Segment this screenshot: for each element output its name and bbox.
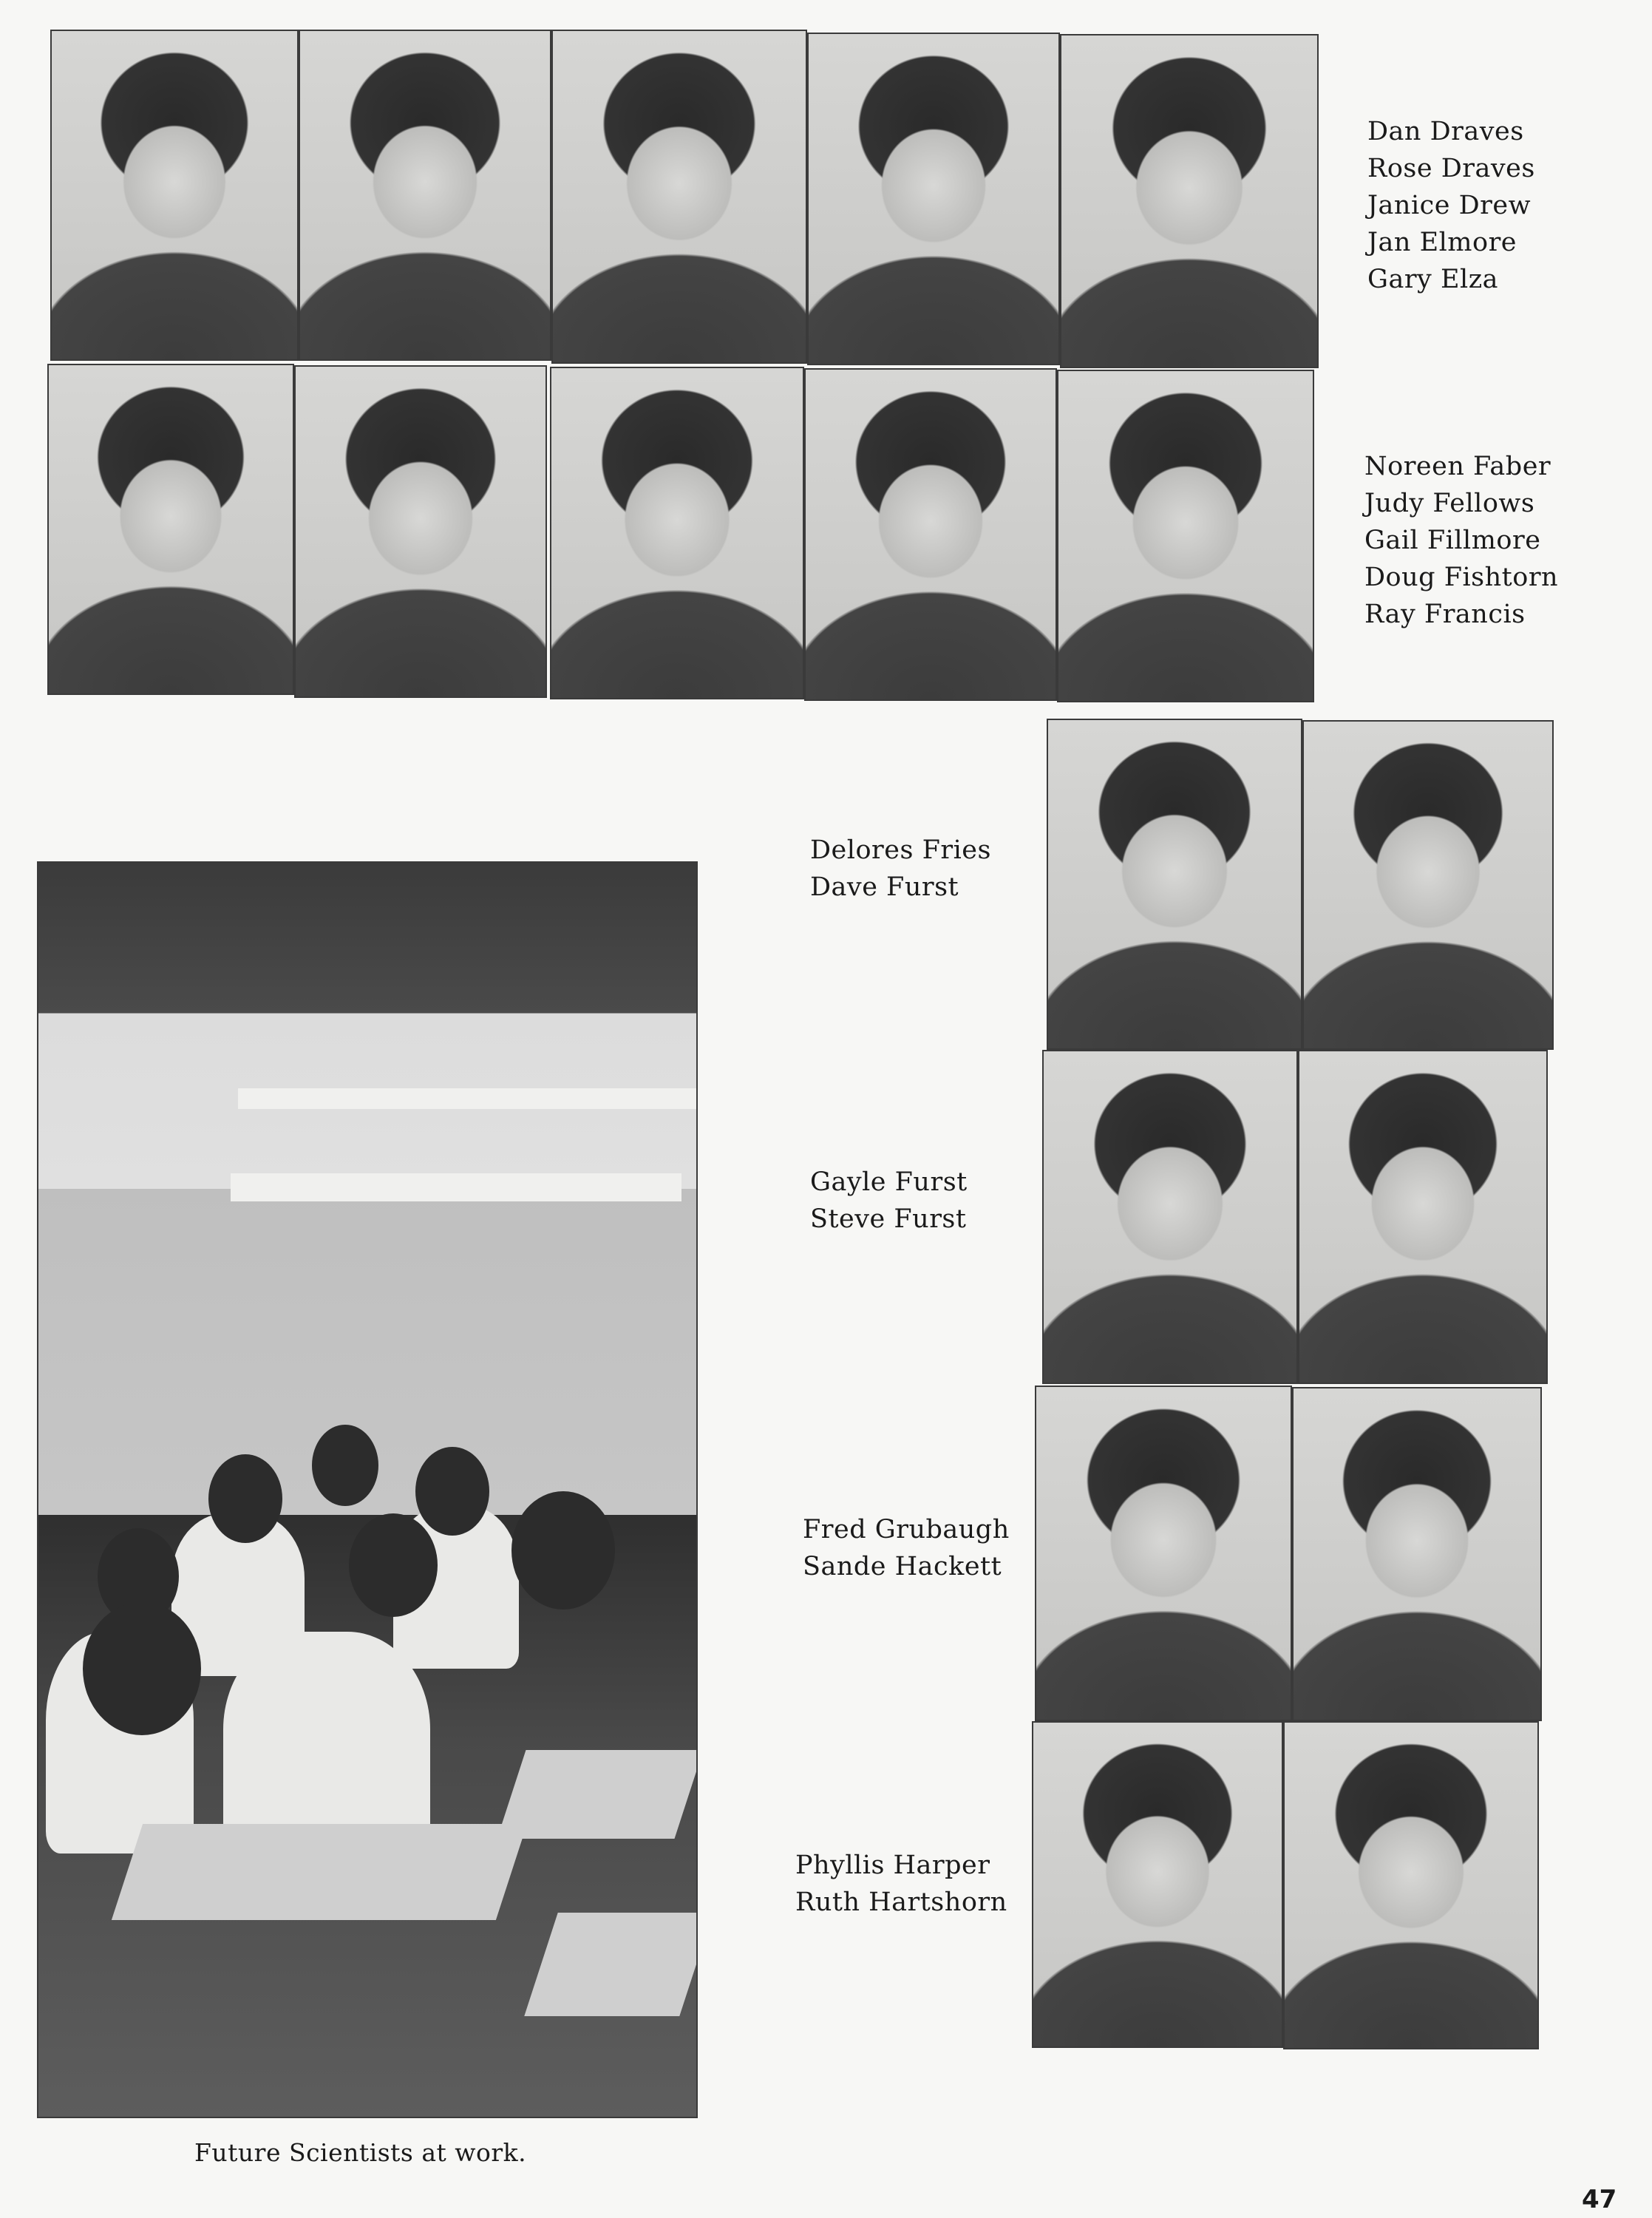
student-name: Rose Draves (1367, 154, 1535, 183)
portrait-gary-elza (1060, 34, 1319, 368)
student-name: Dan Draves (1367, 117, 1524, 146)
photo-caption: Future Scientists at work. (194, 2138, 527, 2167)
student-name: Noreen Faber (1364, 452, 1551, 481)
portrait-steve-furst (1298, 1050, 1548, 1384)
student-name: Phyllis Harper (795, 1851, 990, 1880)
portrait-phyllis-harper (1032, 1721, 1283, 2048)
portrait-ray-francis (1057, 370, 1314, 702)
portrait-fred-grubaugh (1035, 1386, 1292, 1721)
portrait-dan-draves (50, 30, 299, 361)
student-name: Judy Fellows (1364, 489, 1535, 518)
student-name: Doug Fishtorn (1364, 563, 1559, 592)
classroom-photo (37, 861, 698, 2118)
portrait-rose-draves (299, 30, 551, 361)
pair-4-names (795, 1847, 1007, 1921)
student-name: Delores Fries (810, 835, 991, 865)
portrait-janice-drew (551, 30, 807, 364)
portrait-dave-furst (1302, 720, 1554, 1050)
portrait-delores-fries (1047, 719, 1302, 1050)
row-2-names (1364, 448, 1558, 633)
portrait-gayle-furst (1042, 1050, 1298, 1384)
row-1-names (1367, 113, 1535, 298)
student-name: Gary Elza (1367, 265, 1499, 294)
student-name: Dave Furst (810, 872, 959, 902)
student-name: Gayle Furst (810, 1167, 968, 1197)
student-name: Ray Francis (1364, 600, 1526, 629)
pair-3-names (803, 1511, 1010, 1585)
student-name: Jan Elmore (1367, 228, 1517, 257)
student-name: Ruth Hartshorn (795, 1888, 1007, 1917)
portrait-noreen-faber (47, 364, 294, 695)
portrait-ruth-hartshorn (1283, 1721, 1539, 2049)
student-name: Steve Furst (810, 1204, 967, 1234)
portrait-jan-elmore (807, 33, 1060, 365)
student-name: Fred Grubaugh (803, 1515, 1010, 1544)
portrait-sande-hackett (1292, 1387, 1542, 1721)
portrait-doug-fishtorn (804, 368, 1057, 701)
portrait-gail-fillmore (550, 367, 804, 699)
page-number: 47 (1582, 2185, 1617, 2214)
pair-2-names (810, 1164, 968, 1238)
pair-1-names (810, 832, 991, 906)
student-name: Janice Drew (1367, 191, 1532, 220)
portrait-judy-fellows (294, 365, 547, 698)
student-name: Gail Fillmore (1364, 526, 1541, 555)
student-name: Sande Hackett (803, 1552, 1002, 1581)
